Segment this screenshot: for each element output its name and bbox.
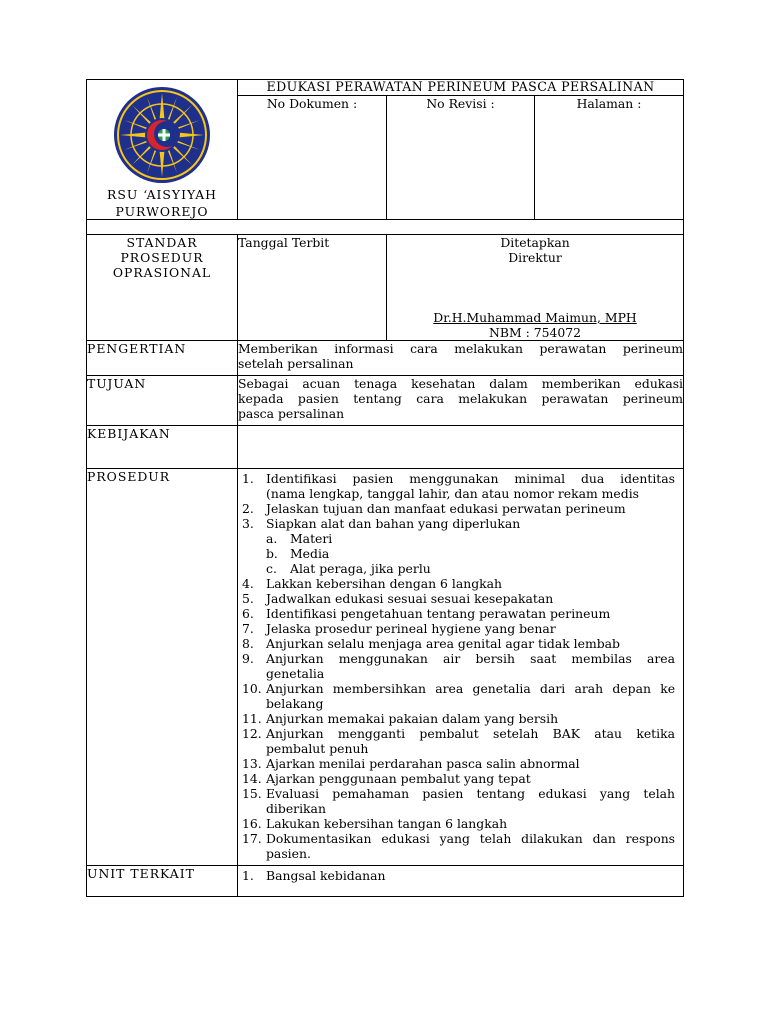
substep-item [266,561,431,576]
pengertian-line2: setelah persalinan [238,356,354,371]
step-text [266,831,675,861]
step-number: 17. [242,831,262,846]
step-text-line1: Identifikasi pasien menggunakan minimal dua identitas [266,471,676,486]
prosedur-step [242,636,675,651]
pengertian-text [238,341,684,376]
step-text-line2: belakang [266,696,324,711]
prosedur-list [238,469,683,861]
spacer-row [87,220,684,235]
unit-number: 1. [242,868,254,883]
step-text [266,621,675,636]
unit-item [242,868,675,883]
step-text-line1: Jadwalkan edukasi sesuai sesuai kesepakatan [266,591,554,606]
prosedur-step [242,621,675,636]
tujuan-line1: Sebagai acuan tenaga kesehatan dalam memberikan edukasi [238,376,684,391]
direktur-text: Direktur [508,250,562,265]
kebijakan-content [238,426,684,469]
ditetapkan-text: Ditetapkan [500,235,570,250]
prosedur-substeps [242,531,675,576]
prosedur-step [242,726,675,756]
step-text-line1: Lakkan kebersihan dengan 6 langkah [266,576,503,591]
step-number: 10. [242,681,262,696]
step-text [266,786,675,816]
step-text-line1: Anjurkan menggunakan air bersih saat membilas area [266,651,676,666]
prosedur-step [242,816,675,831]
step-text-line1: Jelaskan tujuan dan manfaat edukasi perwatan perineum [266,501,626,516]
step-number: 1. [242,471,254,486]
step-text-line1: Anjurkan membersihkan area genetalia dari arah depan ke [266,681,676,696]
prosedur-step [242,681,675,711]
pengertian-label: PENGERTIAN [87,341,238,376]
step-number: 12. [242,726,262,741]
step-text-line2: pembalut penuh [266,741,369,756]
step-text-line1: Ajarkan menilai perdarahan pasca salin abnormal [266,756,580,771]
tujuan-text [238,376,684,426]
prosedur-step [242,711,675,726]
sop-label-line3: OPRASIONAL [112,265,212,280]
substep-letter: a. [266,531,278,546]
step-text [266,501,675,516]
step-text-line2: (nama lengkap, tanggal lahir, dan atau nomor rekam medis [266,486,640,501]
prosedur-step [242,771,675,786]
step-number: 16. [242,816,262,831]
hospital-name-line2: PURWOREJO [115,204,209,219]
prosedur-step [242,471,675,501]
signer-name: Dr.H.Muhammad Maimun, MPH [433,310,637,325]
signer-nbm: NBM : 754072 [489,325,582,340]
substep-text: Alat peraga, jika perlu [290,561,431,576]
approval-block [387,235,684,341]
step-number: 2. [242,501,254,516]
substep-item [266,546,431,561]
step-text-line1: Anjurkan memakai pakaian dalam yang bersih [266,711,559,726]
step-text-line1: Siapkan alat dan bahan yang diperlukan [266,516,521,531]
step-text [266,591,675,606]
step-text-line2: pasien. [266,846,311,861]
sop-label-line2: PROSEDUR [120,250,204,265]
sop-label-line1: STANDAR [126,235,198,250]
sop-document-table [86,79,684,897]
step-text [266,576,675,591]
step-number: 4. [242,576,254,591]
step-text [266,771,675,786]
substep-letter: b. [266,546,278,561]
unit-terkait-label: UNIT TERKAIT [87,866,238,897]
step-text [266,516,675,531]
step-text-line1: Ajarkan penggunaan pembalut yang tepat [266,771,531,786]
step-text-line1: Evaluasi pemahaman pasien tentang edukasi yang telah [266,786,676,801]
kebijakan-label: KEBIJAKAN [87,426,238,469]
step-text-line2: genetalia [266,666,325,681]
step-text [266,756,675,771]
step-number: 13. [242,756,262,771]
step-text [266,726,675,756]
step-text [266,651,675,681]
substep-text: Media [290,546,330,561]
substep-letter: c. [266,561,277,576]
step-number: 3. [242,516,254,531]
step-number: 15. [242,786,262,801]
prosedur-step [242,651,675,681]
step-text [266,711,675,726]
unit-text: Bangsal kebidanan [266,868,386,883]
step-text [266,471,675,501]
step-text-line2: diberikan [266,801,326,816]
halaman-label: Halaman : [535,96,684,220]
tujuan-line3: pasca persalinan [238,406,345,421]
sop-label [87,235,238,341]
step-text [266,636,675,651]
step-number: 5. [242,591,254,606]
hospital-logo-icon [112,85,212,185]
step-text-line1: Anjurkan selalu menjaga area genital agar tidak lembab [266,636,620,651]
hospital-name-line1: RSU ‘AISYIYAH [107,187,217,202]
step-text-line1: Dokumentasikan edukasi yang telah dilakukan dan respons [266,831,676,846]
step-text-line1: Identifikasi pengetahuan tentang perawatan perineum [266,606,611,621]
prosedur-label: PROSEDUR [87,469,238,866]
prosedur-content [238,469,684,866]
prosedur-step [242,786,675,816]
step-number: 7. [242,621,254,636]
step-text-line1: Jelaska prosedur perineal hygiene yang benar [266,621,556,636]
step-number: 14. [242,771,262,786]
tujuan-line2: kepada pasien tentang cara melakukan perawatan perineum [238,391,684,406]
substep-text: Materi [290,531,333,546]
pengertian-line1: Memberikan informasi cara melakukan perawatan perineum [238,341,684,356]
step-number: 9. [242,651,254,666]
no-dokumen-label: No Dokumen : [238,96,387,220]
step-number: 11. [242,711,262,726]
prosedur-step [242,501,675,516]
substep-item [266,531,431,546]
tujuan-label: TUJUAN [87,376,238,426]
unit-terkait-content [238,866,684,897]
tanggal-terbit-label: Tanggal Terbit [238,235,387,341]
prosedur-step [242,591,675,606]
step-text [266,681,675,711]
prosedur-step [242,516,675,531]
step-text [266,606,675,621]
no-revisi-label: No Revisi : [387,96,535,220]
prosedur-step [242,831,675,861]
step-text [266,816,675,831]
prosedur-step [242,606,675,621]
step-number: 8. [242,636,254,651]
prosedur-step [242,576,675,591]
prosedur-step [242,756,675,771]
step-number: 6. [242,606,254,621]
document-title: EDUKASI PERAWATAN PERINEUM PASCA PERSALINAN [238,80,684,96]
unit-list [238,866,683,883]
step-text-line1: Anjurkan mengganti pembalut setelah BAK atau ketika [266,726,676,741]
step-text-line1: Lakukan kebersihan tangan 6 langkah [266,816,508,831]
hospital-identity [87,80,238,220]
